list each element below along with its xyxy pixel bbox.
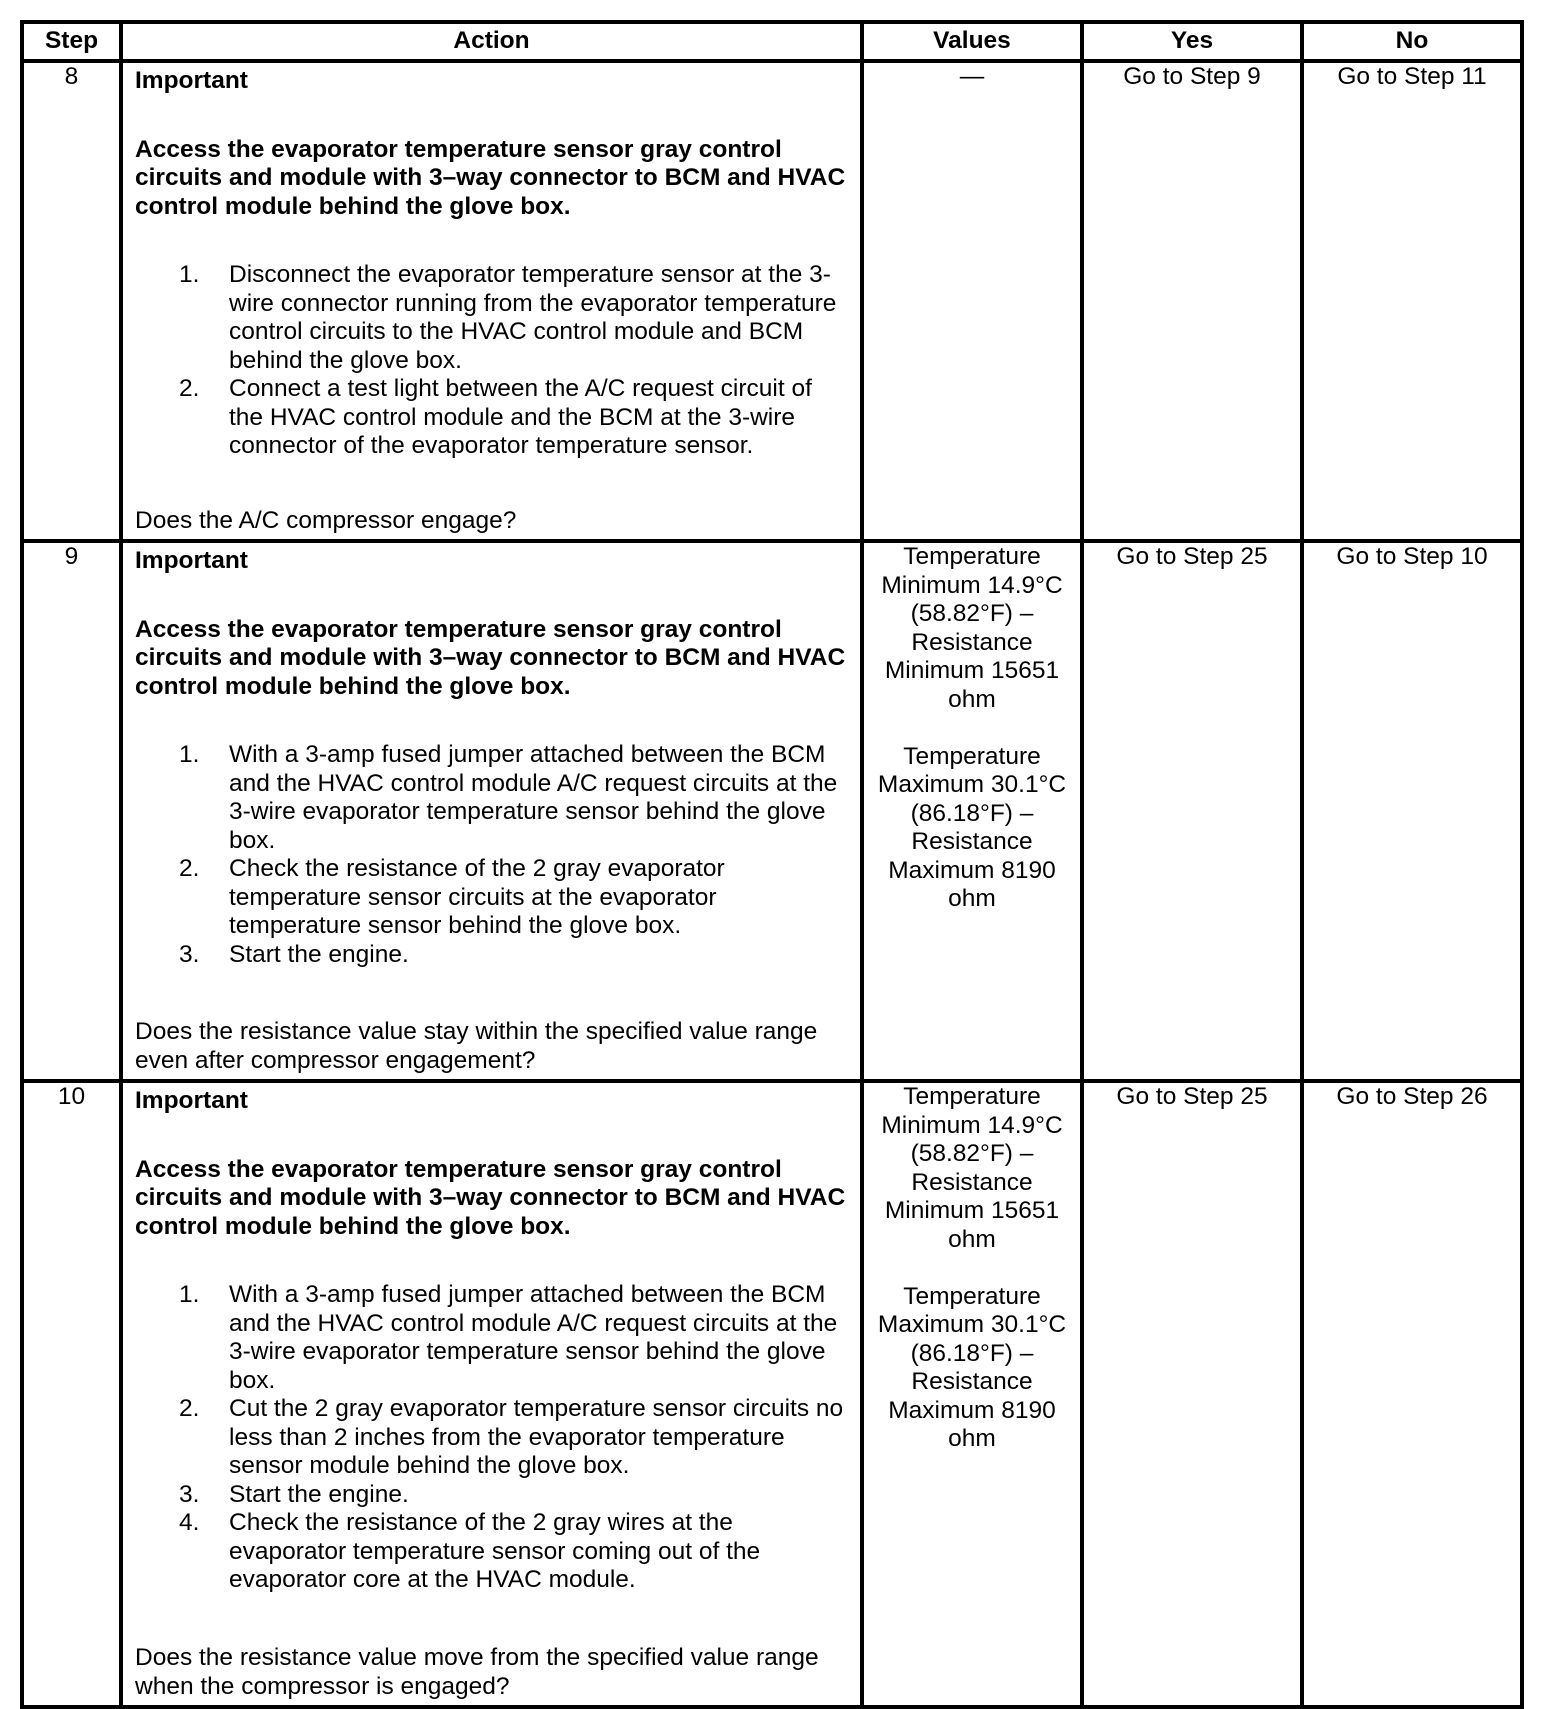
list-text: With a 3-amp fused jumper attached between the BCM and the HVAC control module A/C request circuits at the 3-wire evaporator temperature sensor behind the glove box. xyxy=(229,741,838,854)
list-number: 2. xyxy=(179,855,200,882)
important-label: Important xyxy=(135,67,248,94)
procedure-list xyxy=(129,1281,854,1595)
important-note: Access the evaporator temperature sensor gray control circuits and module with 3–way connector to BCM and HVAC control module behind the glove box. xyxy=(135,1155,846,1240)
action-cell xyxy=(121,1081,862,1707)
procedure-list xyxy=(129,261,854,461)
list-text: Start the engine. xyxy=(229,1480,409,1508)
list-text: Check the resistance of the 2 gray evaporator temperature sensor circuits at the evaporator temperature sensor behind the glove box. xyxy=(229,855,725,939)
header-row xyxy=(22,22,1522,61)
list-number: 1. xyxy=(179,261,200,288)
action-cell xyxy=(121,61,862,541)
header-step: Step xyxy=(22,22,121,61)
list-item xyxy=(179,261,850,375)
list-item xyxy=(179,940,850,970)
list-item xyxy=(179,1395,850,1481)
list-text: Disconnect the evaporator temperature sensor at the 3-wire connector running from the evaporator temperature control circuits to the HVAC control module and BCM behind the glove box. xyxy=(229,261,837,374)
header-yes: Yes xyxy=(1082,22,1302,61)
list-text: Check the resistance of the 2 gray wires at the evaporator temperature sensor coming out of the evaporator core at the HVAC module. xyxy=(229,1509,761,1593)
list-item xyxy=(179,741,850,855)
yes-link: Go to Step 25 xyxy=(1082,1081,1302,1707)
header-values: Values xyxy=(862,22,1082,61)
question-text: Does the A/C compressor engage? xyxy=(135,506,517,534)
list-item xyxy=(179,1281,850,1395)
header-action: Action xyxy=(121,22,862,61)
step-number: 9 xyxy=(22,541,121,1081)
no-link: Go to Step 26 xyxy=(1302,1081,1522,1707)
list-number: 2. xyxy=(179,375,200,402)
list-item xyxy=(179,855,850,941)
table-row xyxy=(22,541,1522,1081)
important-label: Important xyxy=(135,1087,248,1114)
yes-link: Go to Step 25 xyxy=(1082,541,1302,1081)
important-label: Important xyxy=(135,547,248,574)
no-link: Go to Step 11 xyxy=(1302,61,1522,541)
step-number: 8 xyxy=(22,61,121,541)
step-number: 10 xyxy=(22,1081,121,1707)
values-maximum: Temperature Maximum 30.1°C (86.18°F) – Resistance Maximum 8190 ohm xyxy=(877,742,1067,912)
list-number: 2. xyxy=(179,1395,200,1422)
list-text: With a 3-amp fused jumper attached between the BCM and the HVAC control module A/C request circuits at the 3-wire evaporator temperature sensor behind the glove box. xyxy=(229,1281,838,1394)
list-number: 3. xyxy=(179,1480,200,1508)
table-row xyxy=(22,1081,1522,1707)
diagnostic-table xyxy=(20,20,1524,1709)
list-text: Cut the 2 gray evaporator temperature sensor circuits no less than 2 inches from the evaporator temperature sensor module behind the glove box. xyxy=(229,1395,844,1479)
list-number: 1. xyxy=(179,741,200,768)
values-cell xyxy=(862,541,1082,1081)
list-text: Connect a test light between the A/C request circuit of the HVAC control module and the BCM at the 3-wire connector of the evaporator temperature sensor. xyxy=(229,375,812,459)
no-link: Go to Step 10 xyxy=(1302,541,1522,1081)
list-number: 4. xyxy=(179,1509,200,1536)
list-item xyxy=(179,1480,850,1510)
values-cell: — xyxy=(862,61,1082,541)
important-note: Access the evaporator temperature sensor gray control circuits and module with 3–way connector to BCM and HVAC control module behind the glove box. xyxy=(135,135,846,220)
header-no: No xyxy=(1302,22,1522,61)
list-text: Start the engine. xyxy=(229,940,409,968)
question-text: Does the resistance value move from the specified value range when the compressor is engaged? xyxy=(135,1644,819,1700)
list-number: 1. xyxy=(179,1281,200,1308)
procedure-list xyxy=(129,741,854,969)
list-item xyxy=(179,375,850,461)
yes-link: Go to Step 9 xyxy=(1082,61,1302,541)
list-item xyxy=(179,1509,850,1595)
question-text: Does the resistance value stay within the specified value range even after compressor engagement? xyxy=(135,1018,818,1074)
table-row xyxy=(22,61,1522,541)
list-number: 3. xyxy=(179,940,200,968)
important-note: Access the evaporator temperature sensor gray control circuits and module with 3–way connector to BCM and HVAC control module behind the glove box. xyxy=(135,615,846,700)
action-cell xyxy=(121,541,862,1081)
values-minimum: Temperature Minimum 14.9°C (58.82°F) – Resistance Minimum 15651 ohm xyxy=(881,543,1063,713)
values-maximum: Temperature Maximum 30.1°C (86.18°F) – Resistance Maximum 8190 ohm xyxy=(877,1282,1067,1452)
values-minimum: Temperature Minimum 14.9°C (58.82°F) – Resistance Minimum 15651 ohm xyxy=(881,1083,1063,1253)
values-cell xyxy=(862,1081,1082,1707)
